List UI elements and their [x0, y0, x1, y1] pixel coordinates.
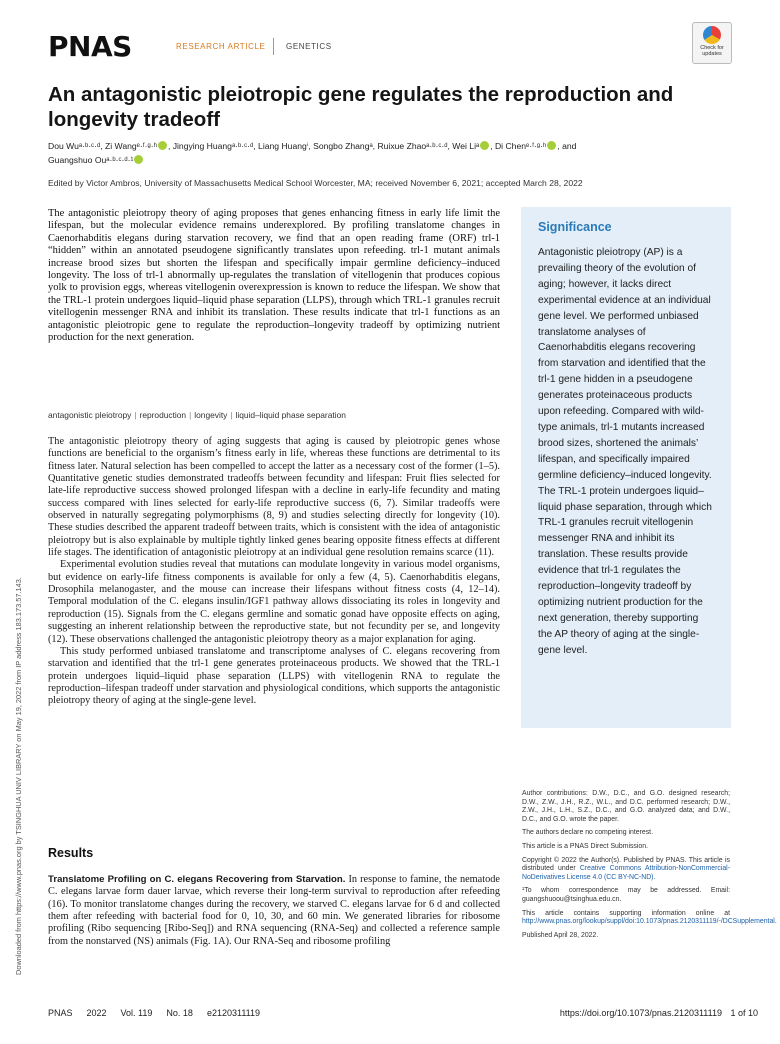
keyword[interactable]: longevity — [194, 410, 228, 420]
footer-issue: No. 18 — [166, 1008, 193, 1018]
authors-part-5: Guangshuo Ouᵃ·ᵇ·ᶜ·ᵈ·¹ — [48, 155, 134, 165]
orcid-icon[interactable] — [547, 141, 556, 150]
author-list — [48, 139, 688, 167]
subsection-heading: Translatome Profiling on C. elegans Recovering from Starvation. — [48, 874, 346, 885]
article-notes — [522, 790, 777, 945]
orcid-icon[interactable] — [480, 141, 489, 150]
header-divider — [273, 38, 274, 55]
edited-by-line: Edited by Victor Ambros, University of Massachusetts Medical School Worcester, MA; received November 6, 2021; accepted March 28, 2022 — [48, 178, 583, 188]
authors-part-3: , Di Chenᵉ·ᶠ·ᵍ·ʰ — [490, 141, 547, 151]
license-link[interactable]: Creative Commons Attribution-NonCommercial-NoDerivatives License 4.0 (CC BY-NC-ND). — [522, 865, 731, 881]
footer-page-number: 1 of 10 — [730, 1008, 758, 1018]
significance-title: Significance — [538, 220, 612, 234]
article-title: An antagonistic pleiotropic gene regulates the reproduction and longevity tradeoff — [48, 83, 674, 131]
footer-doi-link[interactable]: https://doi.org/10.1073/pnas.2120311119 — [559, 1008, 722, 1018]
check-for-updates-badge[interactable] — [692, 22, 732, 64]
supporting-info: This article contains supporting information online at http://www.pnas.org/lookup/suppl/doi:10.1073/pnas.2120311119/-/DCSupplemental. — [522, 909, 777, 926]
orcid-icon[interactable] — [158, 141, 167, 150]
article-subject[interactable]: GENETICS — [286, 42, 332, 51]
authors-part-4: , and — [557, 141, 577, 151]
direct-submission: This article is a PNAS Direct Submission. — [522, 842, 648, 850]
authors-part-2: , Jingying Huangᵃ·ᵇ·ᶜ·ᵈ, Liang Huangⁱ, Songbo Zhangᵃ, Ruixue Zhaoᵃ·ᵇ·ᶜ·ᵈ, Wei Liᵃ — [167, 141, 480, 151]
journal-logo: PNAS — [48, 30, 132, 63]
competing-interest: The authors declare no competing interest. — [522, 829, 653, 837]
paragraph: The antagonistic pleiotropy theory of aging suggests that aging is caused by pleiotropic genes whose functions are beneficial to the organism’s fitness early in life, whereas these functions are detrimental to its fitness later. Natural selection has been compelled to accept the latter as a necessary cost of the former (1–5). Quantitative genetic studies demonstrated tradeoffs between fecundity and lifespan: Fruit flies selected for late-life reproductive success showed prolonged lifespan with a decline in early-life fecundity and mating success compared with lines selected for early-life reproductive success (6, 7). Similar tradeoffs were observed in naturally segregating polymorphisms (8, 9) and studies selecting directly for longevity (10). These studies described the apparent tradeoff between traits, which is consistent with the idea of antagonistic pleiotropy but is also explainable by multiple tightly linked genes bearing opposite fitness effects at different life stages. The identification of antagonistic pleiotropy at an individual gene resolution remains scarce (11). — [48, 436, 500, 559]
badge-label: Check for updates — [700, 45, 724, 57]
keyword[interactable]: liquid–liquid phase separation — [235, 410, 346, 420]
footer-year: 2022 — [86, 1008, 107, 1018]
results-heading: Results — [48, 846, 94, 860]
footer-volume: Vol. 119 — [120, 1008, 153, 1018]
keyword[interactable]: reproduction — [139, 410, 187, 420]
keywords: antagonistic pleiotropy | reproduction | longevity | liquid–liquid phase separation — [48, 410, 346, 420]
author-contributions: Author contributions: D.W., D.C., and G.O. designed research; D.W., Z.W., J.H., R.Z., W.L., and D.C. performed research; D.W., Z.W., J.H., L.H., S.Z., D.C., and G.O. analyzed data; and D.W., D.C., and G.O. wrote the paper. — [522, 790, 730, 823]
paragraph: In response to famine, the nematode C. elegans larvae form dauer larvae, which reverse their long-term survival to reproduction after refeeding (16). To monitor translatome changes during the recovery, we starved C. elegans larvae for 6 d and collected them after refeeding with bacterial food for 0, 10, 30, and 60 min. We generated libraries for ribosome profiling (Ribo sequencing [Ribo-Seq]) and RNA sequencing (RNA-Seq) and collected a reference sample from the nonstarved (NS) animals (Fig. 1A). Our RNA-Seq and ribosome profiling — [48, 874, 500, 947]
keyword[interactable]: antagonistic pleiotropy — [48, 410, 132, 420]
supporting-link[interactable]: http://www.pnas.org/lookup/suppl/doi:10.1073/pnas.2120311119/-/DCSupplemental. — [522, 918, 777, 926]
orcid-icon[interactable] — [134, 155, 143, 164]
introduction-text — [48, 436, 500, 708]
published-date: Published April 28, 2022. — [522, 931, 599, 939]
authors-part-1: Dou Wuᵃ·ᵇ·ᶜ·ᵈ, Zi Wangᵉ·ᶠ·ᵍ·ʰ — [48, 141, 157, 151]
significance-body: Antagonistic pleiotropy (AP) is a prevailing theory of the evolution of aging; however, it lacks direct experimental evidence at an individual gene level. We performed unbiased translatome analyses of Caenorhabditis elegans recovering from starvation and identified that the trl-1 gene hidden in a pseudogene generates proteinaceous products upon refeeding. Compared with wild-type animals, trl-1 mutants increased brood sizes, shortened the animals’ lifespan, and specifically impaired germline deficiency–induced longevity. The TRL-1 protein undergoes liquid–liquid phase separation, through which TRL-1 granules recruit vitellogenin messenger RNA and inhibit its translation. These results provide evidence that trl-1 regulates the reproduction–longevity tradeoff by optimizing nutrient production for the next generation, thereby supporting the AP theory of aging at the single-gene level. — [538, 247, 712, 656]
updates-icon — [703, 26, 721, 44]
abstract: The antagonistic pleiotropy theory of aging proposes that genes enhancing fitness in early life limit the lifespan, but the molecular evidence remains underexplored. By profiling translatome changes in Caenorhabditis elegans during starvation recovery, we find that an open reading frame (ORF) trl-1 “hidden” within an annotated pseudogene significantly translates upon refeeding. trl-1 mutant animals increase brood sizes but shorten the lifespan and specifically impair germline deficiency–induced longevity. The loss of trl-1 abnormally up-regulates the translation of vitellogenin that produces copious yolk to provision eggs, whereas vitellogenin overexpression is known to reduce the lifespan. We show that the TRL-1 protein undergoes liquid–liquid phase separation (LLPS), through which TRL-1 granules recruit vitellogenin messenger RNA and inhibit its translation. These results indicate that trl-1 functions as an antagonistic pleiotropic gene to regulate the reproduction–longevity tradeoff by optimizing nutrient production for the next generation. — [48, 208, 500, 344]
footer-journal: PNAS — [48, 1008, 73, 1018]
download-watermark: Downloaded from https://www.pnas.org by TSINGHUA UNIV LIBRARY on May 19, 2022 from IP address 183.173.57.143. — [14, 577, 23, 975]
paragraph: Experimental evolution studies reveal that mutations can modulate longevity in various model organisms, but evidence on early-life fitness components is available for only a few (4, 5). Caenorhabditis elegans, Drosophila melanogaster, and the mouse can increase their lifespans without fitness costs (4, 12–14). Temporal modulation of the C. elegans insulin/IGF1 pathway allows dissociating its roles in longevity and reproduction (15). Signals from the C. elegans germline and somatic gonad have opposite effects on aging, suggesting an inherent relationship between the reproductive state, but not fecundity per se, and longevity (12). These observations challenged the antagonistic pleiotropy theory as a major explanation for aging. — [48, 559, 500, 645]
copyright-note: Copyright © 2022 the Author(s). Published by PNAS. This article is distributed under Creative Commons Attribution-NonCommercial-NoDerivatives License 4.0 (CC BY-NC-ND). — [522, 856, 731, 881]
paragraph: This study performed unbiased translatome and transcriptome analyses of C. elegans recovering from starvation and identified that the trl-1 gene generates proteinaceous products. We showed that the TRL-1 protein undergoes liquid–liquid phase separation (LLPS) with vitellogenin RNA to regulate the reproduction–lifespan tradeoff under starvation and physiological conditions, which supports the antagonistic pleiotropy theory of aging at the single-gene level. — [48, 645, 500, 707]
article-category[interactable]: RESEARCH ARTICLE — [176, 42, 266, 51]
footer-article-id: e2120311119 — [206, 1008, 261, 1018]
results-text — [48, 874, 500, 948]
correspondence-note: ¹To whom correspondence may be addressed. Email: guangshuoou@tsinghua.edu.cn. — [522, 887, 730, 903]
